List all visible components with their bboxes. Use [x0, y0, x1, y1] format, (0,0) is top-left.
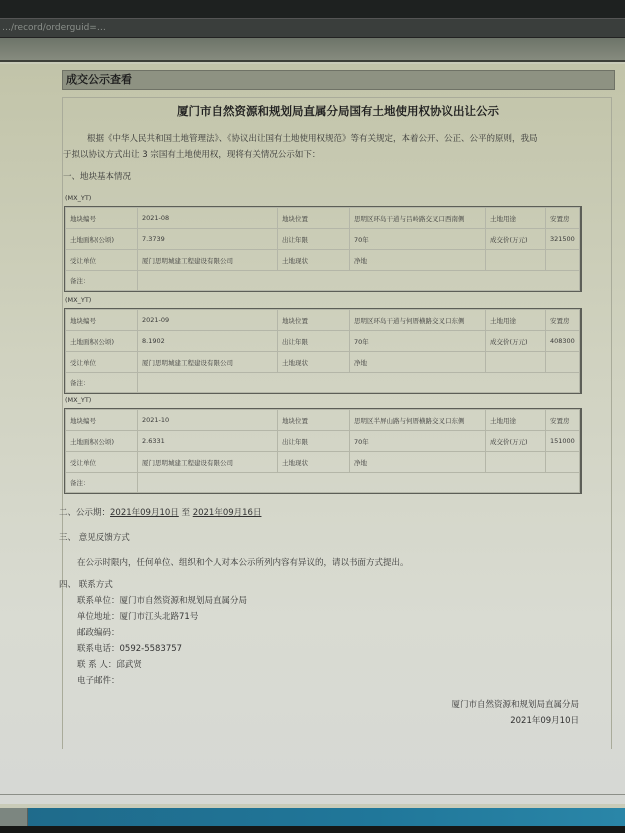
parcel-tag: (MX_YT): [65, 396, 92, 404]
empty-cell: [546, 250, 580, 271]
label-remark: 备注：: [66, 271, 138, 291]
label-status: 土地现状: [278, 352, 350, 373]
location-value: 思明区半屏山路与何厝横路交叉口东侧: [350, 410, 486, 431]
term-value: 70年: [350, 229, 486, 250]
document-title: 厦门市自然资源和规划局直属分局国有土地使用权协议出让公示: [177, 104, 499, 118]
grantee-value: 厦门思明城建工程建设有限公司: [138, 250, 278, 271]
empty-cell: [486, 250, 546, 271]
os-taskbar: [0, 808, 625, 826]
parcel-table-2021-10: [64, 408, 582, 494]
section-1-heading: 一、地块基本情况: [63, 172, 132, 182]
address-bar-url: …/record/orderguid=…: [2, 23, 106, 33]
publicity-end-date: 2021年09月16日: [192, 508, 262, 518]
location-value: 思明区环岛干道与何厝横路交叉口东侧: [350, 310, 486, 331]
label-grantee: 受让单位: [66, 352, 138, 373]
intro-paragraph: [63, 131, 593, 163]
label-parcel-no: 地块编号: [66, 310, 138, 331]
publicity-to: 至: [181, 508, 190, 518]
label-area: 土地面积(公顷): [66, 431, 138, 452]
parcel-tag: (MX_YT): [65, 194, 92, 202]
label-land-use: 土地用途: [486, 208, 546, 229]
page-divider: [0, 794, 625, 795]
publicity-period-label: 二、公示期：: [59, 508, 111, 518]
label-parcel-no: 地块编号: [66, 208, 138, 229]
feedback-instructions: 在公示时限内，任何单位、组织和个人对本公示所列内容有异议的，请以书面方式提出。: [77, 558, 409, 568]
label-status: 土地现状: [278, 452, 350, 473]
label-parcel-no: 地块编号: [66, 410, 138, 431]
page-content: [0, 64, 625, 804]
signature-date: 2021年09月10日: [510, 716, 579, 726]
term-value: 70年: [350, 431, 486, 452]
parcel-table-2021-09: [64, 308, 582, 394]
price-value: 151000: [546, 431, 580, 452]
status-value: 净地: [350, 452, 486, 473]
start-button[interactable]: [0, 808, 28, 826]
label-term: 出让年限: [278, 431, 350, 452]
screen-bottom-bezel: [0, 826, 625, 833]
intro-line-1: 根据《中华人民共和国土地管理法》、《协议出让国有土地使用权规范》等有关规定，本着公开、公正、公平的原则，我局: [87, 134, 538, 144]
land-use-value: 安置房: [546, 310, 580, 331]
area-value: 2.6331: [138, 431, 278, 452]
price-value: 408300: [546, 331, 580, 352]
remark-value: [138, 373, 580, 393]
land-use-value: 安置房: [546, 410, 580, 431]
empty-cell: [546, 352, 580, 373]
label-price: 成交价(万元): [486, 331, 546, 352]
remark-value: [138, 473, 580, 493]
label-area: 土地面积(公顷): [66, 331, 138, 352]
term-value: 70年: [350, 331, 486, 352]
screen-top-bezel: [0, 0, 625, 18]
grantee-value: 厦门思明城建工程建设有限公司: [138, 452, 278, 473]
publicity-start-date: 2021年09月10日: [110, 508, 179, 518]
contact-address: 单位地址：厦门市江头北路71号: [77, 612, 199, 622]
panel-header: 成交公示查看: [62, 70, 615, 90]
label-term: 出让年限: [278, 331, 350, 352]
contact-unit: 联系单位：厦门市自然资源和规划局直属分局: [77, 596, 248, 606]
parcel-no-value: 2021-08: [138, 208, 278, 229]
label-land-use: 土地用途: [486, 410, 546, 431]
section-3-heading: 三、 意见反馈方式: [59, 533, 130, 543]
contact-phone: 联系电话：0592-5583757: [77, 644, 183, 654]
contact-postcode: 邮政编码：: [77, 628, 120, 638]
grantee-value: 厦门思明城建工程建设有限公司: [138, 352, 278, 373]
label-location: 地块位置: [278, 310, 350, 331]
label-grantee: 受让单位: [66, 452, 138, 473]
signature-org: 厦门市自然资源和规划局直属分局: [451, 700, 579, 710]
label-price: 成交价(万元): [486, 229, 546, 250]
contact-person: 联 系 人：邱武贤: [77, 660, 142, 670]
label-price: 成交价(万元): [486, 431, 546, 452]
label-area: 土地面积(公顷): [66, 229, 138, 250]
status-value: 净地: [350, 352, 486, 373]
parcel-tag: (MX_YT): [65, 296, 92, 304]
price-value: 321500: [546, 229, 580, 250]
area-value: 7.3739: [138, 229, 278, 250]
label-location: 地块位置: [278, 208, 350, 229]
status-value: 净地: [350, 250, 486, 271]
label-grantee: 受让单位: [66, 250, 138, 271]
remark-value: [138, 271, 580, 291]
label-term: 出让年限: [278, 229, 350, 250]
land-use-value: 安置房: [546, 208, 580, 229]
section-4-heading: 四、 联系方式: [59, 580, 113, 590]
browser-toolbar: [0, 38, 625, 62]
location-value: 思明区环岛干道与吕岭路交叉口西南侧: [350, 208, 486, 229]
label-land-use: 土地用途: [486, 310, 546, 331]
empty-cell: [486, 452, 546, 473]
area-value: 8.1902: [138, 331, 278, 352]
parcel-no-value: 2021-09: [138, 310, 278, 331]
empty-cell: [546, 452, 580, 473]
browser-address-bar[interactable]: [0, 18, 625, 38]
publicity-period: [59, 506, 261, 518]
contact-email: 电子邮件：: [77, 676, 120, 686]
label-status: 土地现状: [278, 250, 350, 271]
announcement-panel: [59, 97, 612, 749]
label-remark: 备注：: [66, 473, 138, 493]
label-location: 地块位置: [278, 410, 350, 431]
label-remark: 备注：: [66, 373, 138, 393]
parcel-no-value: 2021-10: [138, 410, 278, 431]
parcel-table-2021-08: [64, 206, 582, 292]
intro-line-2: 于拟以协议方式出让 3 宗国有土地使用权，现将有关情况公示如下：: [63, 150, 321, 160]
empty-cell: [486, 352, 546, 373]
